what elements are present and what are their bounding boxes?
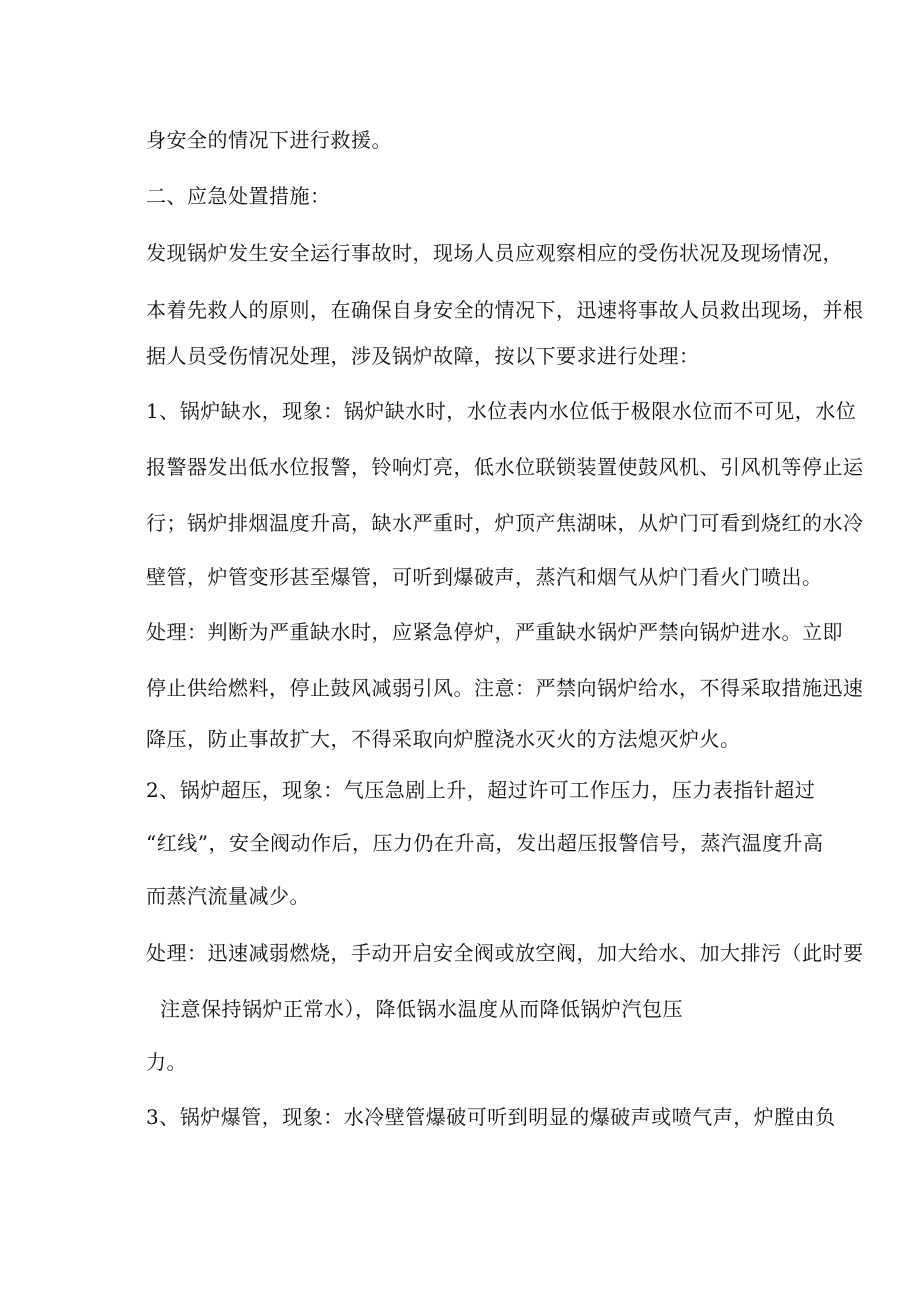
text-line: 而蒸汽流量减少。 (146, 884, 310, 908)
text-line: 处理：判断为严重缺水时，应紧急停炉，严重缺水锅炉严禁向锅炉进水。立即 (146, 620, 843, 644)
text-line: 身安全的情况下进行救援。 (146, 128, 392, 152)
text-line: 3、锅炉爆管，现象：水冷壁管爆破可听到明显的爆破声或喷气声，炉膛由负 (146, 1105, 836, 1129)
text-line: 行；锅炉排烟温度升高，缺水严重时，炉顶产焦湖味，从炉门可看到烧红的水冷 (146, 511, 864, 535)
text-line: 处理：迅速减弱燃烧，手动开启安全阀或放空阀，加大给水、加大排污（此时要 (146, 941, 864, 965)
text-line: “红线”，安全阀动作后，压力仍在升高，发出超压报警信号，蒸汽温度升高 (146, 831, 824, 855)
text-line: 壁管，炉管变形甚至爆管，可听到爆破声，蒸汽和烟气从炉门看火门喷出。 (146, 565, 823, 589)
text-line: 停止供给燃料，停止鼓风减弱引风。注意：严禁向锅炉给水，不得采取措施迅速 (146, 676, 864, 700)
section-heading: 二、应急处置措施： (146, 184, 331, 208)
text-line: 报警器发出低水位报警，铃响灯亮，低水位联锁装置使鼓风机、引风机等停止运 (146, 455, 864, 479)
text-line: 力。 (146, 1050, 187, 1074)
text-line: 注意保持锅炉正常水），降低锅水温度从而降低锅炉汽包压 (160, 997, 683, 1021)
text-line: 发现锅炉发生安全运行事故时，现场人员应观察相应的受伤状况及现场情况， (146, 241, 843, 265)
text-line: 据人员受伤情况处理，涉及锅炉故障，按以下要求进行处理： (146, 344, 700, 368)
text-line: 降压，防止事故扩大，不得采取向炉膛浇水灭火的方法熄灭炉火。 (146, 727, 741, 751)
text-line: 1、锅炉缺水，现象：锅炉缺水时，水位表内水位低于极限水位而不可见，水位 (146, 399, 857, 423)
text-line: 本着先救人的原则，在确保自身安全的情况下，迅速将事故人员救出现场，并根 (146, 298, 864, 322)
text-line: 2、锅炉超压，现象：气压急剧上升，超过许可工作压力，压力表指针超过 (146, 778, 816, 802)
